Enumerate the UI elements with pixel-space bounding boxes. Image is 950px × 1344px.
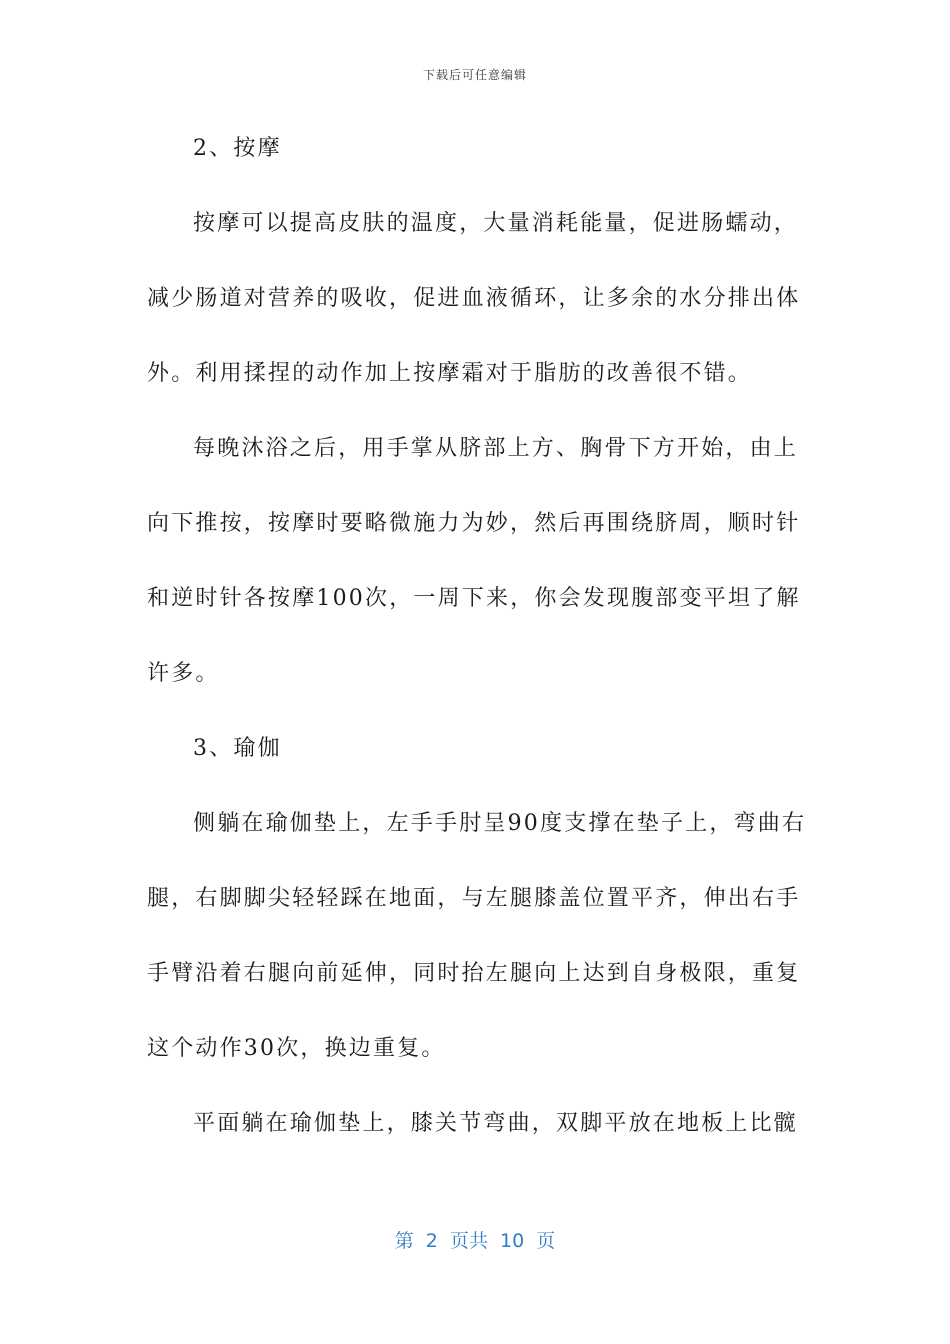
- paragraph-line: 每晚沐浴之后，用手掌从脐部上方、胸骨下方开始，由上: [193, 436, 799, 461]
- section-heading-massage: 2、按摩: [193, 136, 282, 161]
- paragraph-line: 腿，右脚脚尖轻轻踩在地面，与左腿膝盖位置平齐，伸出右手: [147, 886, 801, 911]
- paragraph-line: 这个动作30次，换边重复。: [147, 1036, 446, 1061]
- paragraph-line: 侧躺在瑜伽垫上，左手手肘呈90度支撑在垫子上，弯曲右: [193, 811, 807, 836]
- paragraph-line: 许多。: [147, 661, 220, 686]
- paragraph-line: 向下推按，按摩时要略微施力为妙，然后再围绕脐周，顺时针: [147, 511, 801, 536]
- paragraph-line: 手臂沿着右腿向前延伸，同时抬左腿向上达到自身极限，重复: [147, 961, 801, 986]
- paragraph-line: 减少肠道对营养的吸收，促进血液循环，让多余的水分排出体: [147, 286, 801, 311]
- paragraph-line: 和逆时针各按摩100次，一周下来，你会发现腹部变平坦了解: [147, 586, 801, 611]
- page-number-footer: 第 2 页共 10 页: [394, 1230, 556, 1252]
- paragraph-line: 外。利用揉捏的动作加上按摩霜对于脂肪的改善很不错。: [147, 361, 753, 386]
- paragraph-line: 按摩可以提高皮肤的温度，大量消耗能量，促进肠蠕动，: [193, 211, 799, 236]
- paragraph-line: 平面躺在瑜伽垫上，膝关节弯曲，双脚平放在地板上比髋: [193, 1111, 799, 1136]
- page-header: 下载后可任意编辑: [422, 68, 527, 82]
- section-heading-yoga: 3、瑜伽: [193, 736, 282, 761]
